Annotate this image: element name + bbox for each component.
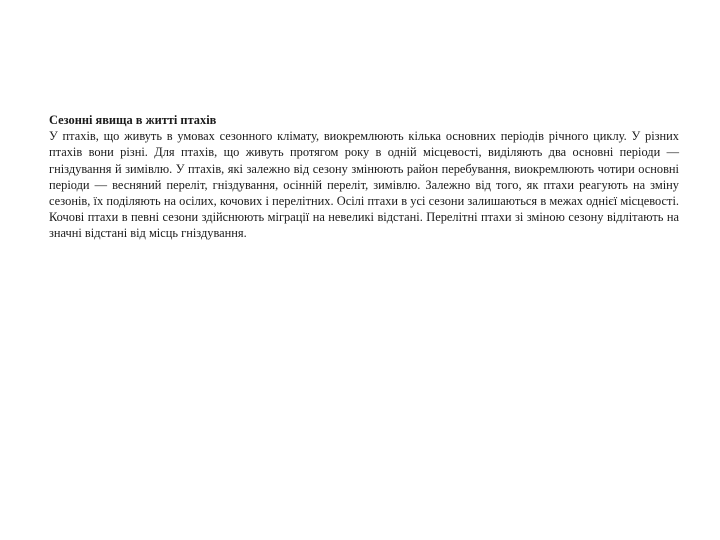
document-paragraph: У птахів, що живуть в умовах сезонного клімату, виокремлюють кілька основних періодів річного циклу. У різних птахів вони різні. Для птахів, що живуть протягом року в одній місцевості, виділяють два основні періоди — гніздування й зимівлю. У птахів, які залежно від сезону змінюють район перебування, виокремлюють чотири основні періоди — весняний переліт, гніздування, осінній переліт, зимівлю. Залежно від того, як птахи реагують на зміну сезонів, їх поділяють на осілих, кочових і перелітних. Осілі птахи в усі сезони залишаються в межах однієї місцевості. Кочові птахи в певні сезони здійснюють міграції на невеликі відстані. Перелітні птахи зі зміною сезону відлітають на значні відстані від місць гніздування. bbox=[49, 129, 679, 241]
document-heading: Сезонні явища в житті птахів bbox=[49, 113, 217, 127]
text-block bbox=[49, 112, 679, 242]
